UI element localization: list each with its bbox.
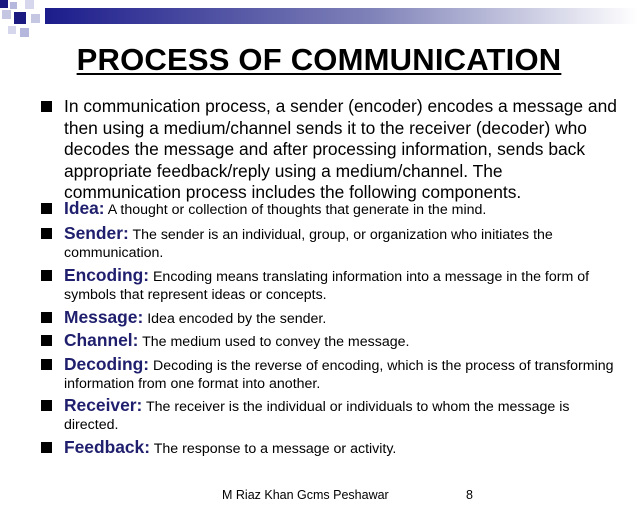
square-bullet-icon bbox=[41, 270, 52, 281]
desc-receiver: The receiver is the individual or individuals to whom the message is directed. bbox=[64, 399, 570, 434]
header-square bbox=[8, 26, 16, 34]
header-decoration bbox=[0, 0, 638, 40]
slide-footer bbox=[0, 488, 638, 504]
header-square bbox=[31, 14, 40, 23]
page-number: 8 bbox=[466, 488, 473, 502]
desc-sender: The sender is an individual, group, or organization who initiates the communication. bbox=[64, 227, 553, 262]
header-square bbox=[14, 12, 26, 24]
square-bullet-icon bbox=[41, 312, 52, 323]
desc-decoding: Decoding is the reverse of encoding, which is the process of transforming information from one format into another. bbox=[64, 358, 614, 393]
term-sender: Sender: bbox=[64, 223, 129, 243]
square-bullet-icon bbox=[41, 359, 52, 370]
term-receiver: Receiver: bbox=[64, 395, 143, 415]
term-channel: Channel: bbox=[64, 330, 139, 350]
header-gradient-bar bbox=[45, 8, 638, 24]
term-message: Message: bbox=[64, 307, 144, 327]
term-feedback: Feedback: bbox=[64, 437, 151, 457]
header-square bbox=[25, 0, 34, 9]
header-square bbox=[0, 0, 8, 8]
term-encoding: Encoding: bbox=[64, 265, 150, 285]
term-decoding: Decoding: bbox=[64, 354, 150, 374]
square-bullet-icon bbox=[41, 335, 52, 346]
desc-encoding: Encoding means translating information into a message in the form of symbols that represent ideas or concepts. bbox=[64, 269, 590, 304]
square-bullet-icon bbox=[41, 400, 52, 411]
term-idea: Idea: bbox=[64, 198, 105, 218]
square-bullet-icon bbox=[41, 203, 52, 214]
slide-title: PROCESS OF COMMUNICATION bbox=[76, 42, 562, 77]
footer-label: M Riaz Khan Gcms Peshawar bbox=[222, 488, 389, 502]
header-square bbox=[20, 28, 29, 37]
header-square bbox=[10, 2, 17, 9]
intro-text: In communication process, a sender (encoder) encodes a message and then using a medium/channel sends it to the receiver (decoder) who decodes the message and after processing information, sends back appropriate feedback/reply using a medium/channel. The communication process includes the following components. bbox=[64, 96, 617, 203]
desc-channel: The medium used to convey the message. bbox=[142, 334, 410, 350]
square-bullet-icon bbox=[41, 442, 52, 453]
desc-feedback: The response to a message or activity. bbox=[153, 441, 397, 457]
desc-idea: A thought or collection of thoughts that generate in the mind. bbox=[107, 202, 487, 218]
square-bullet-icon bbox=[41, 101, 52, 112]
square-bullet-icon bbox=[41, 228, 52, 239]
header-square bbox=[2, 10, 11, 19]
desc-message: Idea encoded by the sender. bbox=[147, 311, 327, 327]
